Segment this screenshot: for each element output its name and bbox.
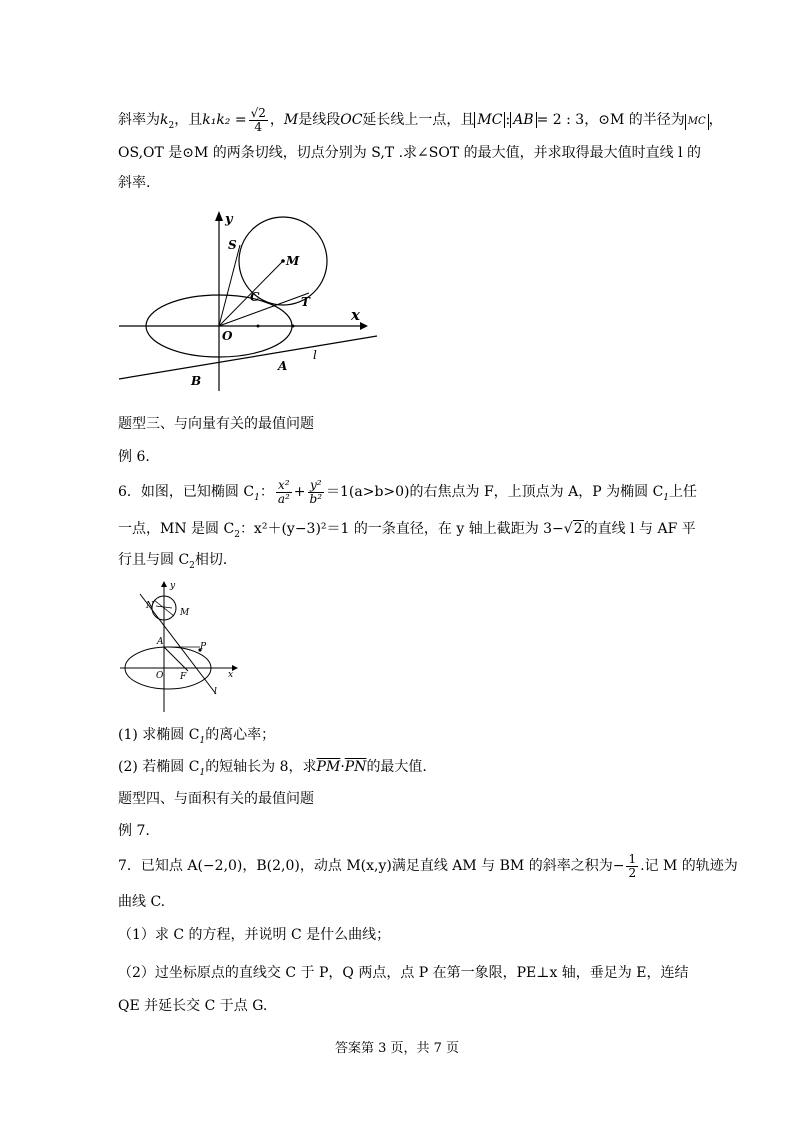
text-seg: 行且与圆 C — [118, 552, 190, 568]
dot: · — [340, 759, 345, 775]
label-O: O — [222, 329, 233, 343]
text-seg: (1) 求椭圆 C — [118, 727, 200, 743]
sub: 1 — [199, 767, 206, 778]
label-N: N — [146, 601, 154, 611]
section-title-4: 题型四、与面积有关的最值问题 — [118, 791, 314, 807]
label-O: O — [156, 671, 164, 681]
label-P: P — [200, 642, 207, 652]
abs-MC-small: MC — [685, 114, 709, 130]
page-footer: 答案第 3 页，共 7 页 — [334, 1041, 460, 1056]
text-seg: ＝1(a>b>0)的右焦点为 F，上顶点为 A，P 为椭圆 C — [326, 484, 664, 500]
text-seg: 延长线上一点，且 — [362, 112, 475, 128]
line-OS — [219, 245, 240, 326]
text-seg: .记 M 的轨迹为 — [640, 858, 738, 874]
x-axis-arrow — [360, 322, 368, 330]
label-x: x — [351, 306, 360, 324]
frac-den: b² — [309, 491, 323, 506]
label-A: A — [278, 359, 288, 373]
q6-line1 — [118, 477, 697, 513]
q7-part2-line1: （2）过坐标原点的直线交 C 于 P，Q 两点，点 P 在第一象限，PE⊥x 轴，垂足为 E，连结 — [118, 965, 689, 981]
text-seg: ：x²＋(y−3)²＝1 的一条直径，在 y 轴上截距为 3− — [239, 521, 564, 537]
sub: 1 — [663, 492, 670, 503]
figure-ellipse-circle — [115, 205, 385, 395]
sqrt-symbol: √ — [563, 521, 573, 537]
fraction-y2-b2 — [308, 479, 325, 506]
text-seg: (2) 若椭圆 C — [118, 759, 200, 775]
q7-line2: 曲线 C. — [118, 894, 166, 910]
q6-part1 — [118, 725, 275, 751]
q7-part1: （1）求 C 的方程，并说明 C 是什么曲线； — [118, 927, 391, 943]
section-title-3: 题型三、与向量有关的最值问题 — [118, 416, 314, 432]
frac-num: x² — [276, 479, 292, 493]
text-seg: 相切． — [194, 552, 237, 568]
q6-line3 — [118, 550, 237, 576]
fraction-x2-a2 — [276, 479, 292, 506]
text-seg: 6．如图，已知椭圆 C — [118, 484, 255, 500]
point-M — [281, 259, 285, 263]
para1-line3: 斜率. — [118, 175, 151, 191]
label-M: M — [180, 608, 190, 618]
para1-line1 — [118, 106, 723, 140]
var-k2: k — [160, 112, 169, 128]
label-l: l — [313, 348, 317, 362]
line-AF — [164, 647, 188, 671]
fraction-1-over-2 — [626, 853, 638, 880]
frac-num: y² — [308, 479, 325, 493]
text-seg: 7．已知点 A(−2,0)，B(2,0)，动点 M(x,y)满足直线 AM 与 BM 的斜率之积为− — [118, 858, 625, 874]
text-seg: 是线段 — [298, 112, 341, 128]
vector-PN: $\overline{PN}$ — [344, 759, 367, 775]
label-B: B — [191, 374, 202, 388]
sub: 1 — [254, 492, 260, 503]
frac-den: a² — [277, 491, 290, 506]
label-y: y — [170, 581, 176, 591]
label-M: M — [286, 254, 300, 268]
q6-part2 — [118, 757, 427, 783]
para1-line2: OS,OT 是⊙M 的两条切线，切点分别为 S,T .求∠SOT 的最大值，并求取得最大值时直线 l 的 — [118, 145, 701, 161]
example-7-label: 例 7. — [118, 823, 150, 839]
y-axis-arrow — [215, 211, 223, 221]
text-seg: 上任 — [669, 484, 698, 500]
label-l: l — [214, 687, 217, 697]
q7-line1 — [118, 851, 738, 881]
plus: + — [293, 484, 306, 500]
frac-den: 4 — [254, 119, 263, 134]
abs-MC: MC — [474, 112, 505, 128]
fraction-sqrt2-over-4 — [249, 107, 268, 134]
text-seg: 的直线 l 与 AF 平 — [583, 521, 696, 537]
text-seg: ，⊙M 的半径为 — [584, 112, 685, 128]
sub: 2 — [234, 529, 240, 540]
text-seg: 斜率为 — [118, 112, 160, 128]
abs-AB: AB — [510, 112, 536, 128]
sub: 1 — [199, 735, 206, 746]
line-OT — [219, 293, 309, 326]
label-F: F — [180, 672, 187, 682]
label-y: y — [225, 212, 233, 227]
label-C: C — [250, 290, 260, 304]
y-axis-arrow — [161, 581, 167, 587]
var-M: M — [283, 112, 299, 128]
text-seg: 的短轴长为 8，求 — [205, 759, 317, 775]
sqrt-2: 2 — [573, 521, 583, 537]
frac-num: 1 — [628, 851, 637, 866]
label-S: S — [228, 238, 237, 252]
label-T: T — [301, 295, 310, 309]
text-seg: 一点，MN 是圆 C — [118, 521, 235, 537]
point-axis — [257, 325, 260, 328]
label-A: A — [157, 637, 164, 647]
frac-num: √2 — [250, 105, 266, 120]
text-seg: ，且 — [174, 112, 203, 128]
text-seg: 的离心率； — [205, 727, 276, 743]
text-seg: ， — [269, 112, 284, 128]
text-seg: 的最大值. — [366, 759, 427, 775]
sub: 2 — [189, 560, 195, 571]
point-vertex — [292, 325, 295, 328]
sub-2: 2 — [168, 120, 175, 131]
vector-PM: $\overline{PM}$ — [316, 759, 341, 775]
label-x: x — [228, 670, 234, 680]
q7-part2-line2: QE 并延长交 C 于点 G. — [118, 998, 268, 1014]
text-seg: ： — [259, 484, 274, 500]
q6-line2 — [118, 519, 696, 545]
example-6-label: 例 6. — [118, 449, 150, 465]
var-k1k2: k₁k₂ = — [202, 112, 247, 128]
var-OC: OC — [340, 112, 363, 128]
text-seg: ， — [708, 112, 723, 128]
text-seg: : — [505, 112, 511, 128]
ratio: = 2 : 3 — [536, 112, 585, 128]
frac-den: 2 — [628, 865, 637, 880]
figure-ellipse-circle-C2 — [118, 578, 248, 713]
